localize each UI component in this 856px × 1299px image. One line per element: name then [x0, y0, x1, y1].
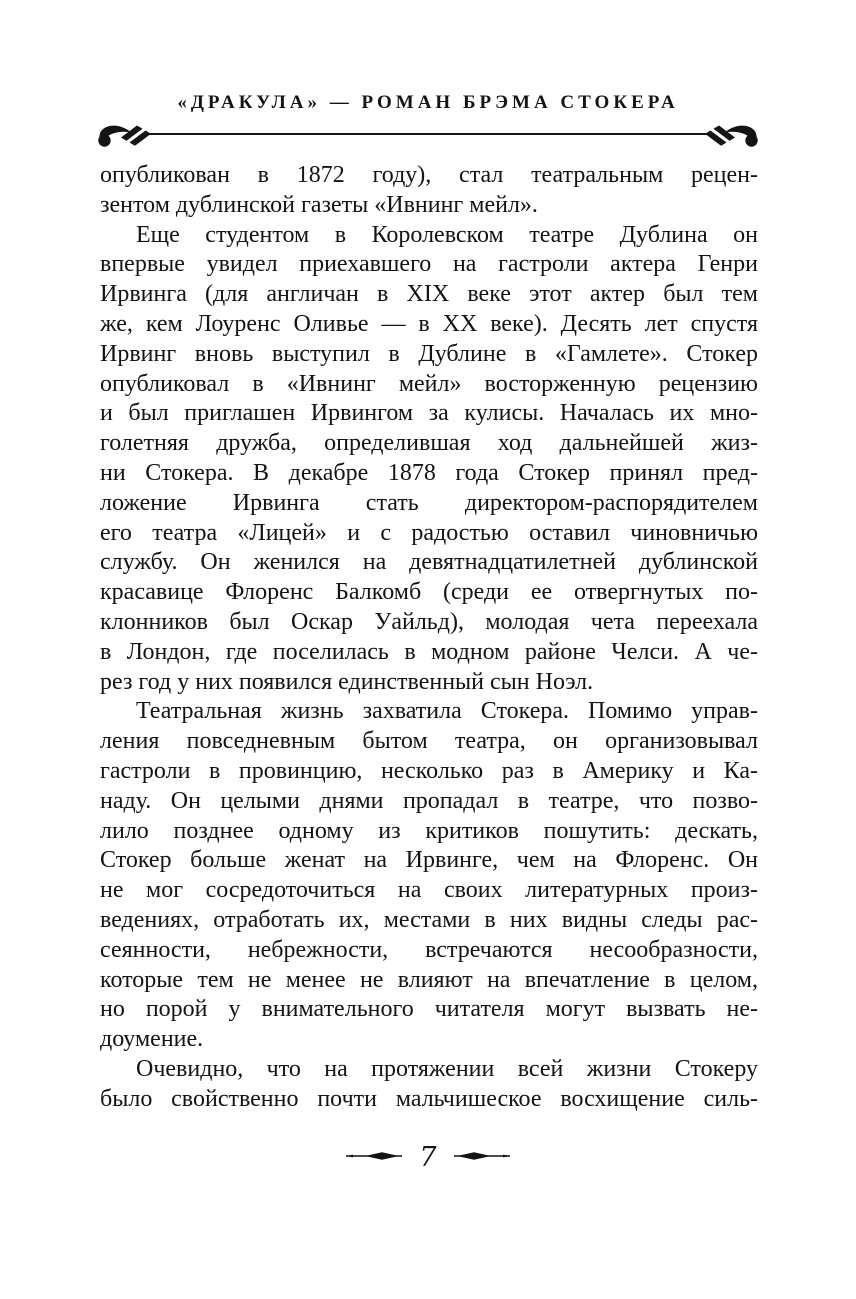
text-line: сеянности, небрежности, встречаются несообразности,: [100, 936, 758, 963]
text-line: голетняя дружба, определившая ход дальнейшей жиз-: [100, 430, 758, 457]
page-footer: [0, 1142, 856, 1173]
text-line: зентом дублинской газеты «Ивнинг мейл».: [100, 191, 538, 218]
page-body: [100, 161, 758, 1115]
text-line: ления повседневным бытом театра, он организовывал: [100, 728, 758, 755]
text-line: красавице Флоренс Балкомб (среди ее отвергнутых по-: [100, 579, 758, 606]
paragraph: [100, 697, 758, 1055]
text-line: Очевидно, что на протяжении всей жизни Стокеру: [136, 1055, 758, 1082]
text-line: Стокер больше женат на Ирвинге, чем на Флоренс. Он: [100, 847, 758, 874]
text-line: службу. Он женился на девятнадцатилетней дублинской: [100, 549, 758, 576]
text-line: Ирвинг вновь выступил в Дублине в «Гамлете». Стокер: [100, 340, 758, 367]
calligraphic-flourish-left-icon: [96, 120, 154, 150]
text-line: ни Стокера. В декабре 1878 года Стокер принял пред-: [100, 459, 758, 486]
text-line: рез год у них появился единственный сын Ноэл.: [100, 668, 594, 695]
divider-rule: [148, 133, 708, 136]
text-line: клонников был Оскар Уайльд), молодая чета переехала: [100, 608, 758, 635]
text-line: доумение.: [100, 1026, 204, 1053]
paragraph: [100, 221, 758, 698]
paragraph: [100, 161, 758, 221]
paragraph: [100, 1055, 758, 1115]
running-head: «ДРАКУЛА» — РОМАН БРЭМА СТОКЕРА: [177, 92, 679, 113]
text-line: Ирвинга (для англичан в XIX веке этот актер был тем: [100, 281, 758, 308]
text-line: в Лондон, где поселилась в модном районе Челси. А че-: [100, 638, 758, 665]
text-line: Еще студентом в Королевском театре Дублина он: [136, 221, 758, 248]
text-line: же, кем Лоуренс Оливье — в XX веке). Десять лет спустя: [100, 310, 758, 337]
text-line: лило позднее одному из критиков пошутить: дескать,: [100, 817, 758, 844]
page-number: 7: [419, 1142, 437, 1173]
calligraphic-flourish-right-icon: [702, 120, 760, 150]
text-line: опубликован в 1872 году), стал театральным рецен-: [100, 162, 758, 188]
diamond-spear-ornament-left-icon: [345, 1149, 403, 1163]
text-line: опубликовал в «Ивнинг мейл» восторженную рецензию: [100, 370, 758, 397]
text-line: было свойственно почти мальчишеское восхищение силь-: [100, 1085, 758, 1112]
diamond-spear-ornament-right-icon: [453, 1149, 511, 1163]
text-line: Театральная жизнь захватила Стокера. Помимо управ-: [136, 698, 758, 725]
text-line: и был приглашен Ирвингом за кулисы. Началась их мно-: [100, 400, 758, 427]
text-line: которые тем не менее не влияют на впечатление в целом,: [100, 966, 758, 993]
text-line: его театра «Лицей» и с радостью оставил чиновничью: [100, 519, 758, 546]
text-line: впервые увидел приехавшего на гастроли актера Генри: [100, 251, 758, 278]
text-line: наду. Он целыми днями пропадал в театре, что позво-: [100, 787, 758, 814]
text-line: ложение Ирвинга стать директором-распорядителем: [100, 489, 758, 516]
header-divider: [96, 120, 760, 150]
text-line: но порой у внимательного читателя могут вызвать не-: [100, 996, 758, 1023]
text-line: не мог сосредоточиться на своих литературных произ-: [100, 877, 758, 904]
text-line: гастроли в провинцию, несколько раз в Америку и Ка-: [100, 757, 758, 784]
text-line: ведениях, отработать их, местами в них видны следы рас-: [100, 906, 758, 933]
